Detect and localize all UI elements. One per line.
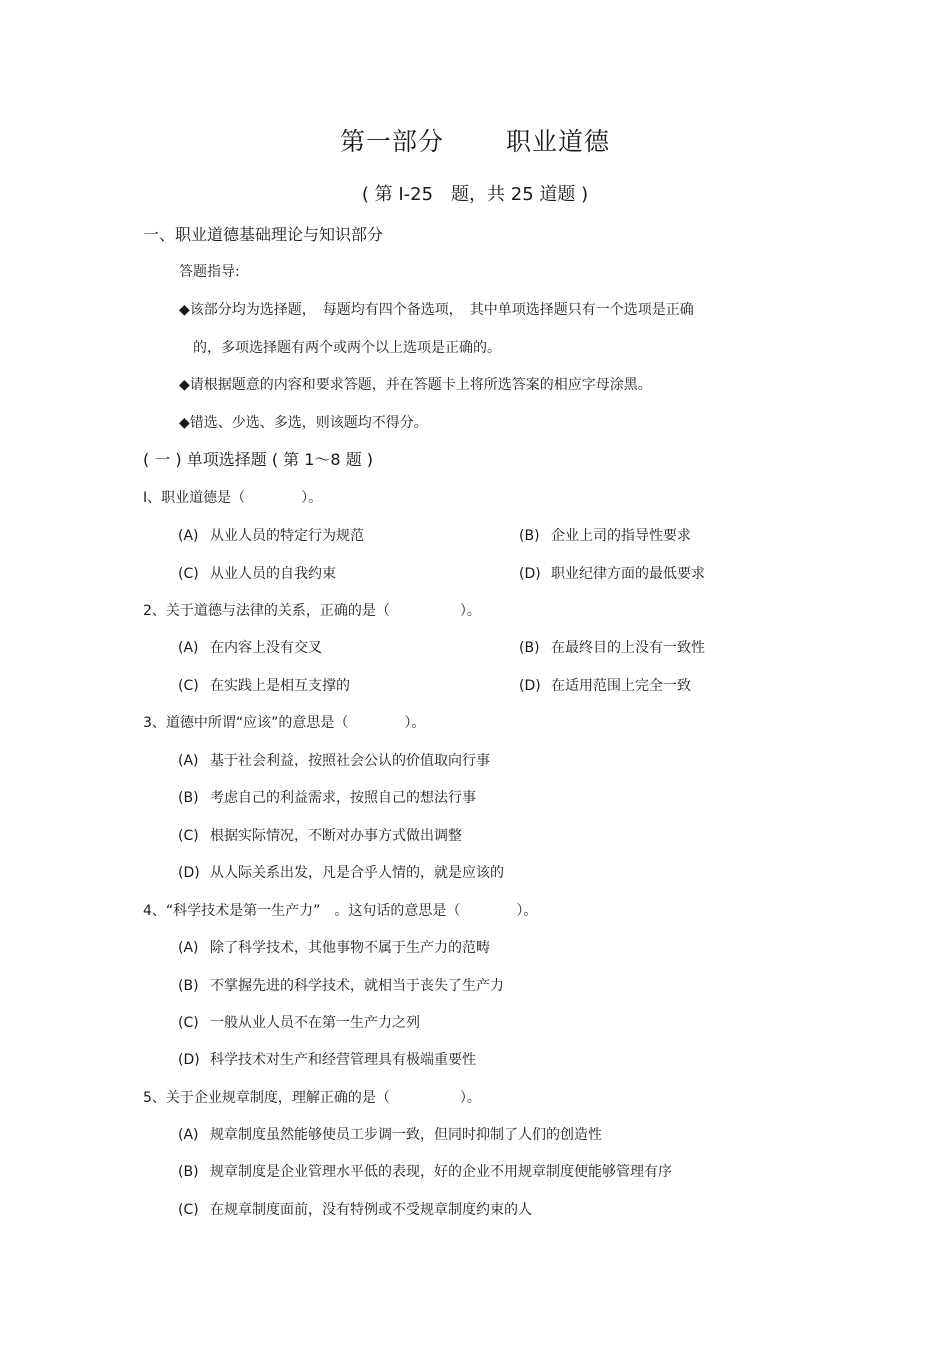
option-text: 规章制度虽然能够使员工步调一致，但同时抑制了人们的创造性 [210,1127,602,1143]
option [178,1162,672,1182]
option-label: (D) [178,1052,200,1068]
option [178,1050,476,1070]
title-part: 第一部分 [339,127,444,156]
option-text: 除了科学技术，其他事物不属于生产力的范畴 [210,940,490,956]
option-text: 在内容上没有交叉 [210,640,322,656]
option-label: (D) [519,566,541,582]
option-text: 不掌握先进的科学技术，就相当于丧失了生产力 [210,978,504,994]
option-label: (A) [178,940,199,956]
guide-bullet-1-cont: 的，多项选择题有两个或两个以上选项是正确的。 [193,340,501,356]
option [519,676,691,696]
option-label: (C) [178,828,199,844]
page-subtitle: ( 第 I-25 题，共 25 道题 ) [361,184,589,205]
option-text: 从人际关系出发，凡是合乎人情的，就是应该的 [210,865,504,881]
title-name: 职业道德 [506,127,611,156]
option-label: (B) [178,790,199,806]
option [178,863,504,883]
question-stem: 4、“科学技术是第一生产力” 。这句话的意思是（ ）。 [143,903,538,919]
guide-bullet-2: ◆请根据题意的内容和要求答题，并在答题卡上将所选答案的相应字母涂黑。 [179,377,652,393]
option-text: 在规章制度面前，没有特例或不受规章制度约束的人 [210,1202,532,1218]
guide-label: 答题指导: [179,264,240,280]
option-label: (A) [178,1127,199,1143]
page-title [0,122,950,158]
option-text: 考虑自己的利益需求，按照自己的想法行事 [210,790,476,806]
option [178,751,490,771]
option-label: (B) [519,640,540,656]
option [178,1125,602,1145]
option-text: 从业人员的特定行为规范 [210,528,364,544]
option-label: (A) [178,640,199,656]
option [178,826,462,846]
option-text: 在最终目的上没有一致性 [551,640,705,656]
option [178,1013,420,1033]
option [178,526,364,546]
option [519,526,691,546]
question-stem: 3、道德中所谓“应该”的意思是（ ）。 [143,715,426,731]
option-text: 从业人员的自我约束 [210,566,336,582]
question-stem: 2、关于道德与法律的关系，正确的是（ ）。 [143,603,481,619]
option-label: (D) [519,678,541,694]
question-stem: I、职业道德是（ ）。 [143,490,323,506]
option [178,1200,532,1220]
option [519,564,705,584]
guide-bullet-1: ◆该部分均为选择题， 每题均有四个备选项， 其中单项选择题只有一个选项是正确 [179,302,694,318]
option [178,976,504,996]
option [178,564,336,584]
option-text: 在适用范围上完全一致 [551,678,691,694]
option [178,788,476,808]
option-label: (C) [178,678,199,694]
option [178,638,322,658]
option-label: (B) [519,528,540,544]
option-text: 一般从业人员不在第一生产力之列 [210,1015,420,1031]
option-text: 企业上司的指导性要求 [551,528,691,544]
subsection-heading: ( 一 ) 单项选择题 ( 第 1～8 题 ) [143,450,374,469]
option-label: (C) [178,1015,199,1031]
option-label: (A) [178,753,199,769]
section-heading: 一、职业道德基础理论与知识部分 [143,225,384,244]
option-label: (B) [178,1164,199,1180]
option [519,638,705,658]
option-label: (B) [178,978,199,994]
option-label: (D) [178,865,200,881]
guide-bullet-3: ◆错选、少选、多选，则该题均不得分。 [179,415,428,431]
option [178,676,350,696]
option [178,938,490,958]
option-text: 在实践上是相互支撑的 [210,678,350,694]
option-label: (C) [178,1202,199,1218]
option-text: 职业纪律方面的最低要求 [551,566,705,582]
option-text: 规章制度是企业管理水平低的表现，好的企业不用规章制度便能够管理有序 [210,1164,672,1180]
question-stem: 5、关于企业规章制度，理解正确的是（ ）。 [143,1090,481,1106]
option-label: (C) [178,566,199,582]
option-text: 根据实际情况，不断对办事方式做出调整 [210,828,462,844]
option-text: 基于社会利益，按照社会公认的价值取向行事 [210,753,490,769]
option-text: 科学技术对生产和经营管理具有极端重要性 [210,1052,476,1068]
option-label: (A) [178,528,199,544]
